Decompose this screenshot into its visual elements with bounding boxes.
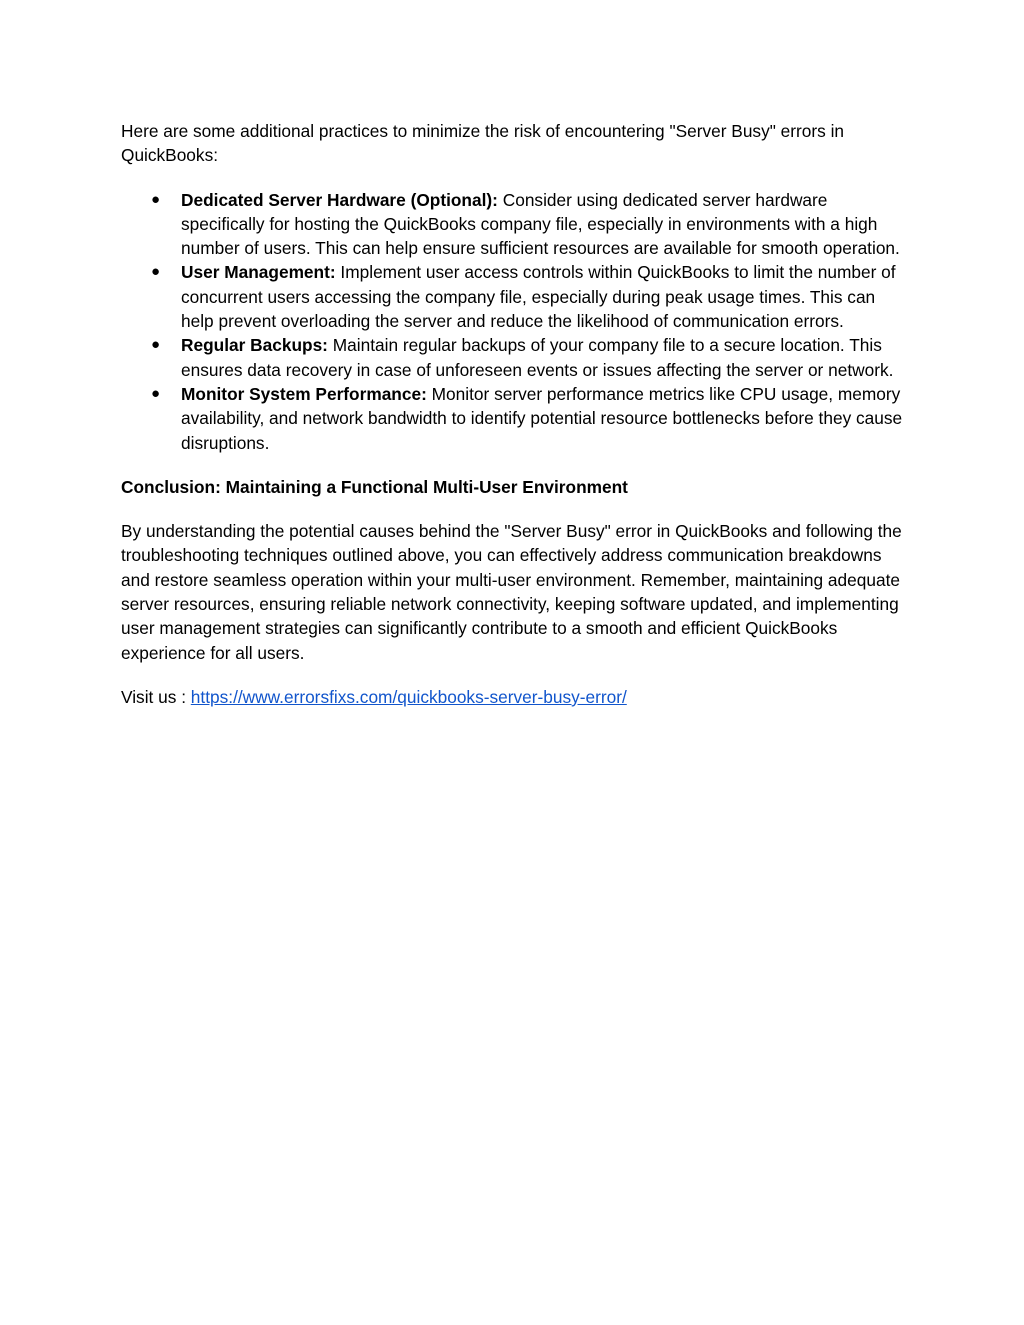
- list-item-content: [181, 260, 911, 333]
- visit-label: Visit us :: [121, 686, 191, 707]
- list-item-title: Regular Backups:: [181, 335, 328, 356]
- list-item-content: [181, 188, 911, 261]
- list-item-text: Maintain regular backups of your company file to a secure location. This ensures data recovery in case of unforeseen events or issues affecting the server or network.: [181, 335, 894, 380]
- bullet-icon: ●: [151, 336, 161, 354]
- bullet-icon: ●: [151, 190, 161, 208]
- bullet-icon: ●: [151, 263, 161, 281]
- practices-list: [121, 188, 911, 455]
- document-body: [121, 119, 911, 709]
- list-item-content: [181, 382, 911, 455]
- list-item-content: [181, 333, 911, 382]
- list-item-text: Monitor server performance metrics like CPU usage, memory availability, and network bandwidth to identify potential resource bottlenecks before they cause disruptions.: [181, 383, 903, 453]
- visit-line: [121, 685, 911, 709]
- visit-link[interactable]: https://www.errorsfixs.com/quickbooks-server-busy-error/: [190, 686, 627, 707]
- conclusion-heading: Conclusion: Maintaining a Functional Multi-User Environment: [121, 476, 628, 497]
- list-item: [121, 382, 911, 455]
- list-item: [121, 333, 911, 382]
- list-item: [121, 260, 911, 333]
- bullet-icon: ●: [151, 384, 161, 402]
- list-item-title: Monitor System Performance:: [181, 383, 427, 404]
- list-item-title: User Management:: [181, 262, 336, 283]
- list-item-title: Dedicated Server Hardware (Optional):: [181, 189, 498, 210]
- list-item-text: Consider using dedicated server hardware specifically for hosting the QuickBooks company file, especially in environments with a high number of users. This can help ensure sufficient resources are available for smooth operation.: [181, 189, 900, 259]
- conclusion-paragraph: By understanding the potential causes behind the "Server Busy" error in QuickBooks and following the troubleshooting techniques outlined above, you can effectively address communication breakdowns and restore seamless operation within your multi-user environment. Remember, maintaining adequate server resources, ensuring reliable network connectivity, keeping software updated, and implementing user management strategies can significantly contribute to a smooth and efficient QuickBooks experience for all users.: [121, 521, 902, 663]
- list-item: [121, 188, 911, 261]
- intro-paragraph: Here are some additional practices to minimize the risk of encountering "Server Busy" errors in QuickBooks:: [121, 121, 845, 166]
- list-item-text: Implement user access controls within QuickBooks to limit the number of concurrent users accessing the company file, especially during peak usage times. This can help prevent overloading the server and reduce the likelihood of communication errors.: [181, 262, 896, 332]
